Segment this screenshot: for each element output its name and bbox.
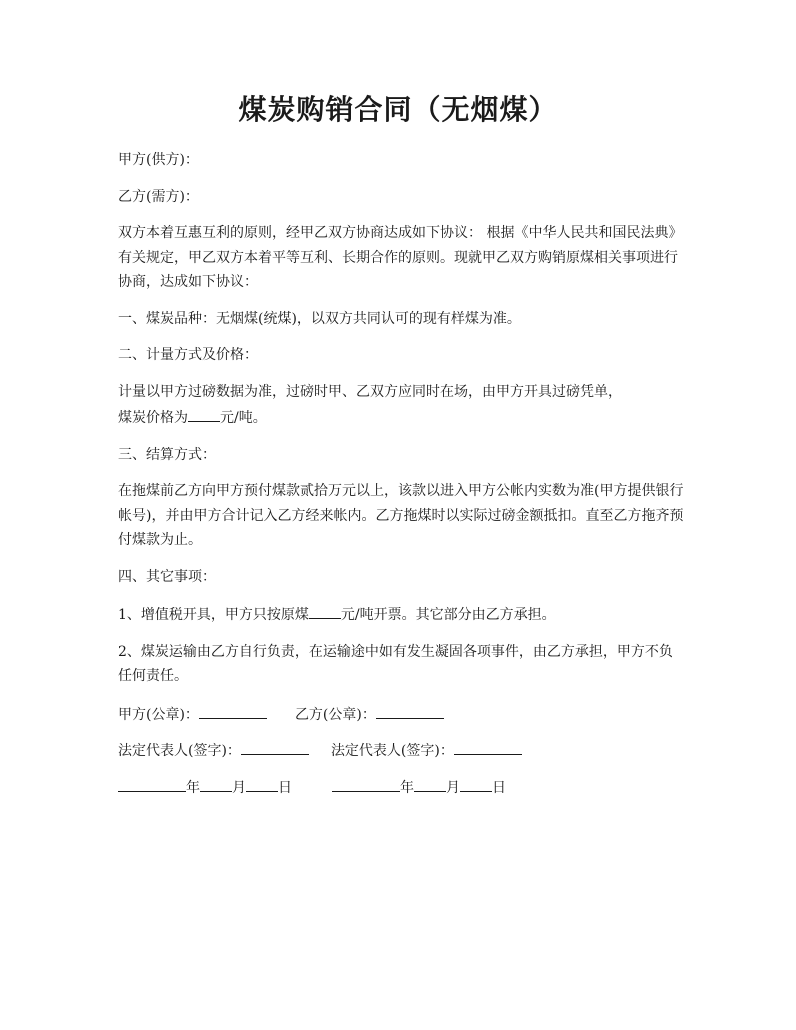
date-b-year-blank: [332, 774, 400, 792]
clause-2-heading: 二、计量方式及价格：: [118, 347, 258, 363]
document-body: [118, 148, 684, 810]
rep-b-blank: [454, 737, 522, 755]
party-a-seal-blank: [199, 701, 267, 719]
date-a-month-blank: [200, 774, 232, 792]
date-a-year-label: 年: [186, 779, 200, 796]
clause-3-body: 在拖煤前乙方向甲方预付煤款贰拾万元以上，该款以进入甲方公帐内实数为准(甲方提供银行帐号)，并由甲方合计记入乙方经来帐内。乙方拖煤时以实际过磅金额抵扣。直至乙方拖齐预付煤款为止。: [118, 483, 684, 548]
vat-price-blank: [309, 601, 341, 619]
date-a-day-blank: [246, 774, 278, 792]
vat-suffix: 元/吨开票。其它部分由乙方承担。: [340, 607, 556, 623]
rep-a-label: 法定代表人(签字)：: [118, 743, 241, 759]
date-b-day-label: 日: [492, 779, 506, 796]
clause-2-text: 计量以甲方过磅数据为准，过磅时甲、乙双方应同时在场，由甲方开具过磅凭单，: [118, 383, 622, 400]
date-a-day-label: 日: [278, 779, 292, 796]
price-blank: [188, 404, 220, 422]
clause-3-heading: 三、结算方式：: [118, 446, 216, 463]
clause-2-body: [118, 380, 684, 431]
rep-a-blank: [241, 737, 309, 755]
party-b-seal-blank: [376, 701, 444, 719]
price-prefix: 煤炭价格为: [118, 410, 188, 426]
date-a-month-label: 月: [232, 779, 246, 796]
clause-4-item-1: [118, 601, 684, 628]
party-a-line: 甲方(供方)：: [118, 152, 199, 168]
representative-row: [118, 737, 684, 762]
party-a-seal-label: 甲方(公章)：: [118, 706, 199, 723]
vat-prefix: 1、增值税开具，甲方只按原煤: [118, 607, 309, 623]
date-b-year-label: 年: [400, 779, 414, 796]
rep-b-label: 法定代表人(签字)：: [330, 743, 454, 759]
clause-1: 一、煤炭品种：无烟煤(统煤)，以双方共同认可的现有样煤为准。: [118, 310, 521, 327]
clause-4-heading: 四、其它事项：: [118, 568, 216, 585]
party-b-line: 乙方(需方)：: [118, 188, 199, 205]
price-suffix: 元/吨。: [220, 410, 267, 426]
clause-4-item-2: 2、煤炭运输由乙方自行负责，在运输途中如有发生凝固各项事件，由乙方承担，甲方不负任何责任。: [118, 643, 673, 684]
party-b-seal-label: 乙方(公章)：: [294, 706, 376, 723]
date-row: [118, 774, 684, 799]
preamble-paragraph: 双方本着互惠互利的原则，经甲乙双方协商达成如下协议： 根据《中华人民共和国民法典》有关规定，甲乙双方本着平等互利、长期合作的原则。现就甲乙双方购销原煤相关事项进行协商，达成如下协议：: [118, 225, 683, 290]
date-a-year-blank: [118, 774, 186, 792]
document-title: 煤炭购销合同（无烟煤）: [238, 93, 558, 126]
date-b-month-blank: [414, 774, 446, 792]
date-b-month-label: 月: [446, 779, 460, 796]
date-b-day-blank: [460, 774, 492, 792]
seal-row: [118, 701, 684, 726]
